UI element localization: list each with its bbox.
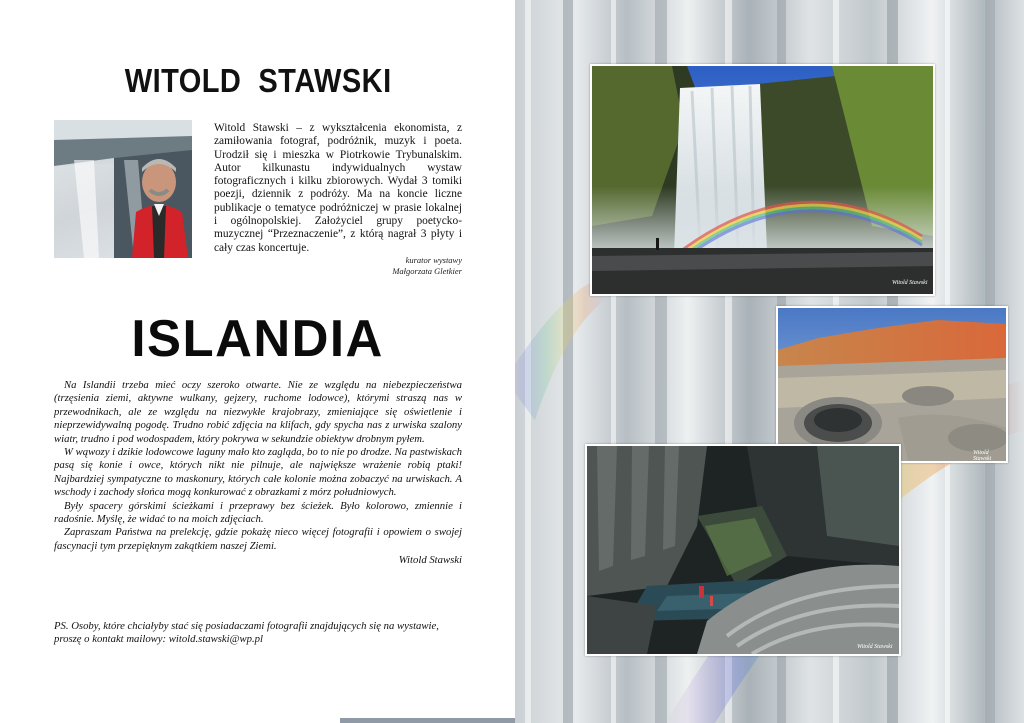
photo-signature: Witold Stawski bbox=[973, 450, 992, 462]
basalt-canyon-illustration bbox=[587, 446, 899, 654]
postscript: PS. Osoby, które chciałyby stać się posiadaczami fotografii znajdujących się na wystawie, proszę o kontakt mailowy: witold.stawski@wp.pl bbox=[54, 620, 439, 646]
photo-signature: Witold Stawski bbox=[857, 644, 893, 650]
photo-signature: Witold Stawski bbox=[892, 280, 928, 286]
curator-role: kurator wystawy bbox=[405, 255, 462, 265]
curator-name: Małgorzata Gletkier bbox=[392, 266, 462, 276]
paragraph: Zapraszam Państwa na prelekcję, gdzie pokażę nieco więcej fotografii i opowiem o swojej fascynacji tym przepięknym zakątkiem naszej Ziemi. bbox=[54, 526, 462, 552]
author-bio: Witold Stawski – z wykształcenia ekonomista, z zamiłowania fotograf, podróżnik, muzyk i poeta. Urodził się i mieszka w Piotrkowie Trybunalskim. Autor kilkunastu indywidualnych wystaw fotograficznych i kilku zbiorowych. Wydał 3 tomiki poezji, dziennik z podróży. Ma na koncie liczne publikacje o tematyce podróżniczej w prasie lokalnej i ogólnopolskiej. Założyciel grupy poetycko-muzycznej “Przeznaczenie”, z którą nagrał 3 płyty i cały czas koncertuje. bbox=[214, 122, 462, 254]
paragraph: W wąwozy i dzikie lodowcowe laguny mało kto zagląda, bo to nie po drodze. Na pastwiskach pasą się konie i owce, których nikt nie pilnuje, ale największe wrażenie robią ptaki! Najbardziej sympatyczne to maskonury, których całe kolonie można zobaczyć na urwiskach. A wschody i zachody słońca mogą konkurować z obrazkami z mórz południowych. bbox=[54, 446, 462, 499]
photo-waterfall-rainbow bbox=[590, 64, 935, 296]
mud-pool-illustration bbox=[778, 308, 1006, 461]
paragraph: Były spacery górskimi ścieżkami i przeprawy bez ścieżek. Było kolorowo, zmiennie i radośnie. Myślę, że widać to na moich zdjęciach. bbox=[54, 499, 462, 526]
author-title: WITOLD STAWSKI bbox=[124, 62, 392, 99]
exhibition-title: ISLANDIA bbox=[131, 310, 384, 368]
bottom-divider bbox=[340, 718, 515, 723]
photo-basalt-canyon bbox=[585, 444, 901, 656]
author-signature: Witold Stawski bbox=[398, 554, 462, 567]
photo-geothermal-mud-pools bbox=[776, 306, 1008, 463]
paragraph: Na Islandii trzeba mieć oczy szeroko otwarte. Nie ze względu na niebezpieczeństwa (trzęsienia ziemi, aktywne wulkany, gejzery, ruchome lodowce), którymi straszą nas w przewodnikach, ale ze względu na niezwykłe krajobrazy, zmieniające się oświetlenie i nieprzewidywalną pogodę. Trudno robić zdjęcia na klifach, gdy spycha nas z urwiska szalony wiatr, trudno i pod wodospadem, który pokrywa w sekundzie obiektyw drobnym pyłem. bbox=[54, 379, 462, 445]
curator-credit bbox=[300, 255, 462, 277]
waterfall-illustration bbox=[592, 66, 933, 294]
right-page-waterfall-background bbox=[515, 0, 1024, 723]
author-portrait-photo bbox=[54, 120, 192, 258]
portrait-illustration bbox=[54, 120, 192, 258]
exhibition-text bbox=[54, 379, 462, 568]
